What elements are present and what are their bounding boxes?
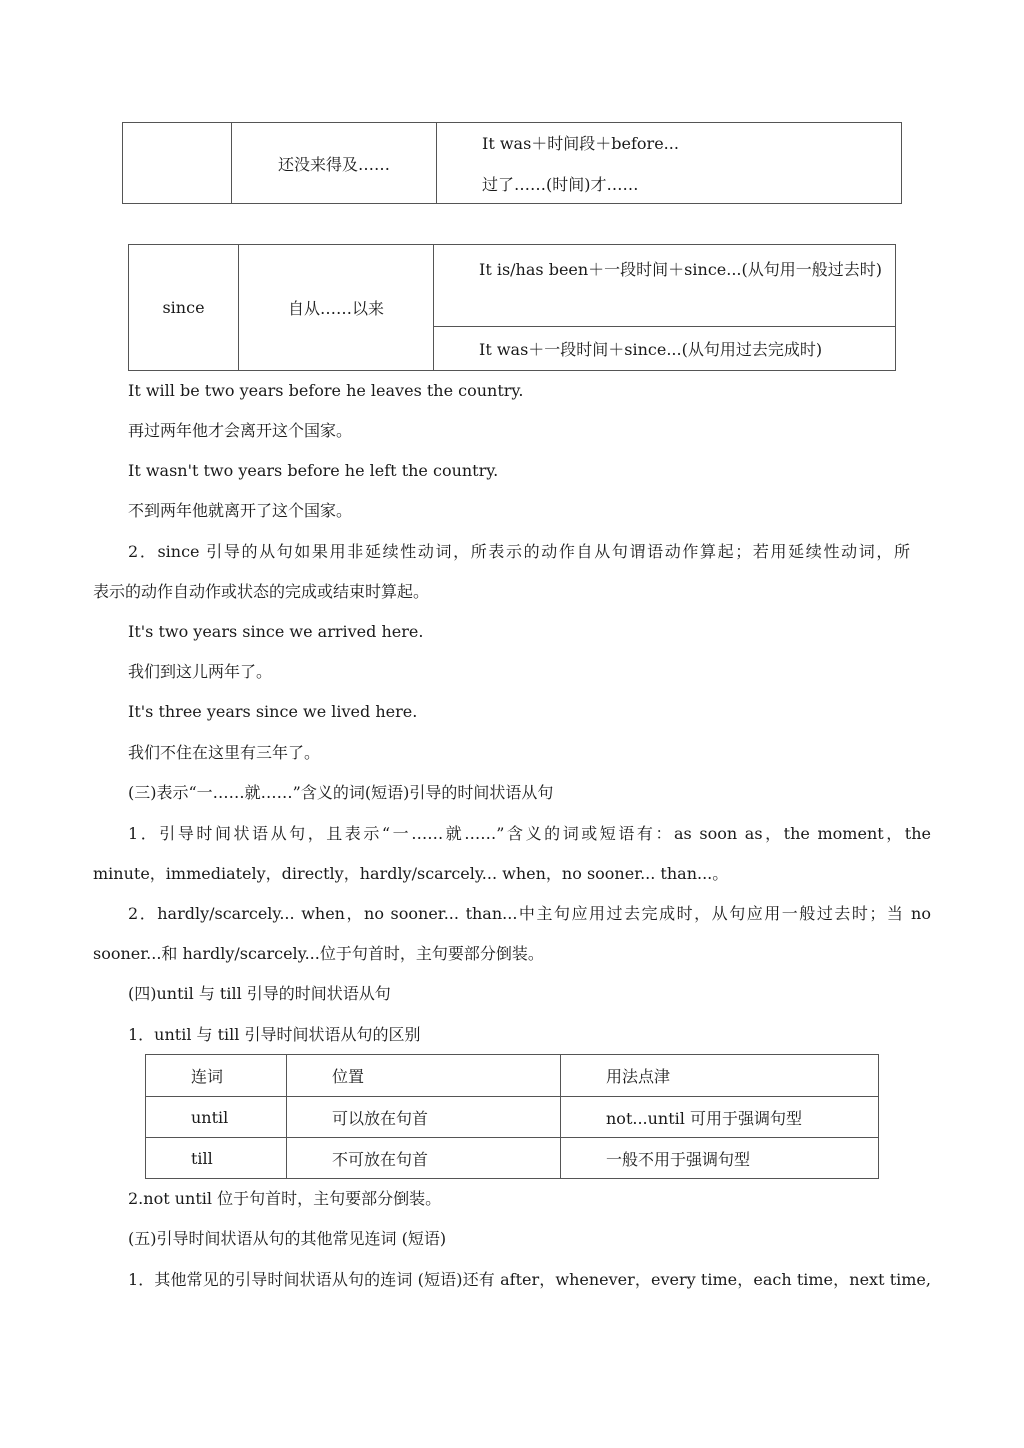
section-3-paragraph-1-line-2: minute，immediately，directly，hardly/scarcely... when，no sooner... than...。 (93, 864, 729, 883)
section-3-heading: (三)表示“一……就……”含义的词(短语)引导的时间状语从句 (128, 783, 554, 802)
paragraph-2-line-2: 表示的动作自动作或状态的完成或结束时算起。 (93, 582, 430, 601)
section-5-paragraph-1: 1．其他常见的引导时间状语从句的连词 (短语)还有 after，whenever，every time，each time，next time, (128, 1270, 931, 1289)
section-3-paragraph-2-line-2: sooner...和 hardly/scarcely...位于句首时，主句要部分倒装。 (93, 944, 544, 963)
pattern-line-1: It was＋时间段＋before... (482, 134, 679, 153)
section-4-paragraph-2: 2.not until 位于句首时，主句要部分倒装。 (128, 1189, 442, 1208)
meaning-text: 还没来得及…… (277, 154, 390, 174)
pattern-text-1: It is/has been＋一段时间＋since...(从句用一般过去时) (479, 260, 882, 279)
cell-position: 不可放在句首 (287, 1138, 561, 1179)
example-2-english: It wasn't two years before he left the country. (128, 461, 499, 480)
table-cell-pattern-2 (434, 327, 896, 371)
cell-conjunction: till (146, 1138, 287, 1179)
cell-position: 可以放在句首 (287, 1097, 561, 1138)
table-cell-word (123, 123, 232, 204)
table-cell-pattern (437, 123, 902, 204)
example-3-chinese: 我们到这儿两年了。 (128, 662, 273, 681)
table-until-till (145, 1054, 879, 1179)
table-row (129, 245, 896, 327)
table-cell-pattern-1 (434, 245, 896, 327)
section-4-heading: (四)until 与 till 引导的时间状语从句 (128, 984, 391, 1003)
cell-conjunction: until (146, 1097, 287, 1138)
table-row (146, 1097, 879, 1138)
section-3-paragraph-1-line-1: 1．引导时间状语从句，且表示“一……就……”含义的词或短语有：as soon as，the moment，the (128, 824, 931, 843)
section-3-paragraph-2-line-1: 2．hardly/scarcely... when，no sooner... than...中主句应用过去完成时，从句应用一般过去时；当 no (128, 904, 931, 923)
paragraph-2-line-1: 2．since 引导的从句如果用非延续性动词，所表示的动作自从句谓语动作算起；若用延续性动词，所 (128, 542, 910, 561)
cell-usage: not...until 可用于强调句型 (561, 1097, 879, 1138)
example-1-chinese: 再过两年他才会离开这个国家。 (128, 421, 353, 440)
cell-usage: 一般不用于强调句型 (561, 1138, 879, 1179)
header-position: 位置 (287, 1055, 561, 1097)
example-4-english: It's three years since we lived here. (128, 702, 418, 721)
table-cell-meaning (232, 123, 437, 204)
header-conjunction: 连词 (146, 1055, 287, 1097)
meaning-text: 自从……以来 (287, 299, 384, 318)
header-usage: 用法点津 (561, 1055, 879, 1097)
table-cell-meaning (239, 245, 434, 371)
section-4-paragraph-1: 1．until 与 till 引导时间状语从句的区别 (128, 1025, 421, 1044)
table-header-row (146, 1055, 879, 1097)
pattern-text-2: It was＋一段时间＋since...(从句用过去完成时) (479, 340, 823, 359)
example-3-english: It's two years since we arrived here. (128, 622, 424, 641)
table-row (146, 1138, 879, 1179)
section-5-heading: (五)引导时间状语从句的其他常见连词 (短语) (128, 1229, 447, 1248)
example-1-english: It will be two years before he leaves the country. (128, 381, 524, 400)
table-before-continuation (122, 122, 902, 204)
pattern-line-2: 过了……(时间)才…… (482, 175, 639, 194)
table-since (128, 244, 896, 371)
example-4-chinese: 我们不住在这里有三年了。 (128, 743, 321, 762)
word-text: since (162, 298, 205, 317)
table-cell-word (129, 245, 239, 371)
example-2-chinese: 不到两年他就离开了这个国家。 (128, 501, 353, 520)
table-row (123, 123, 902, 204)
